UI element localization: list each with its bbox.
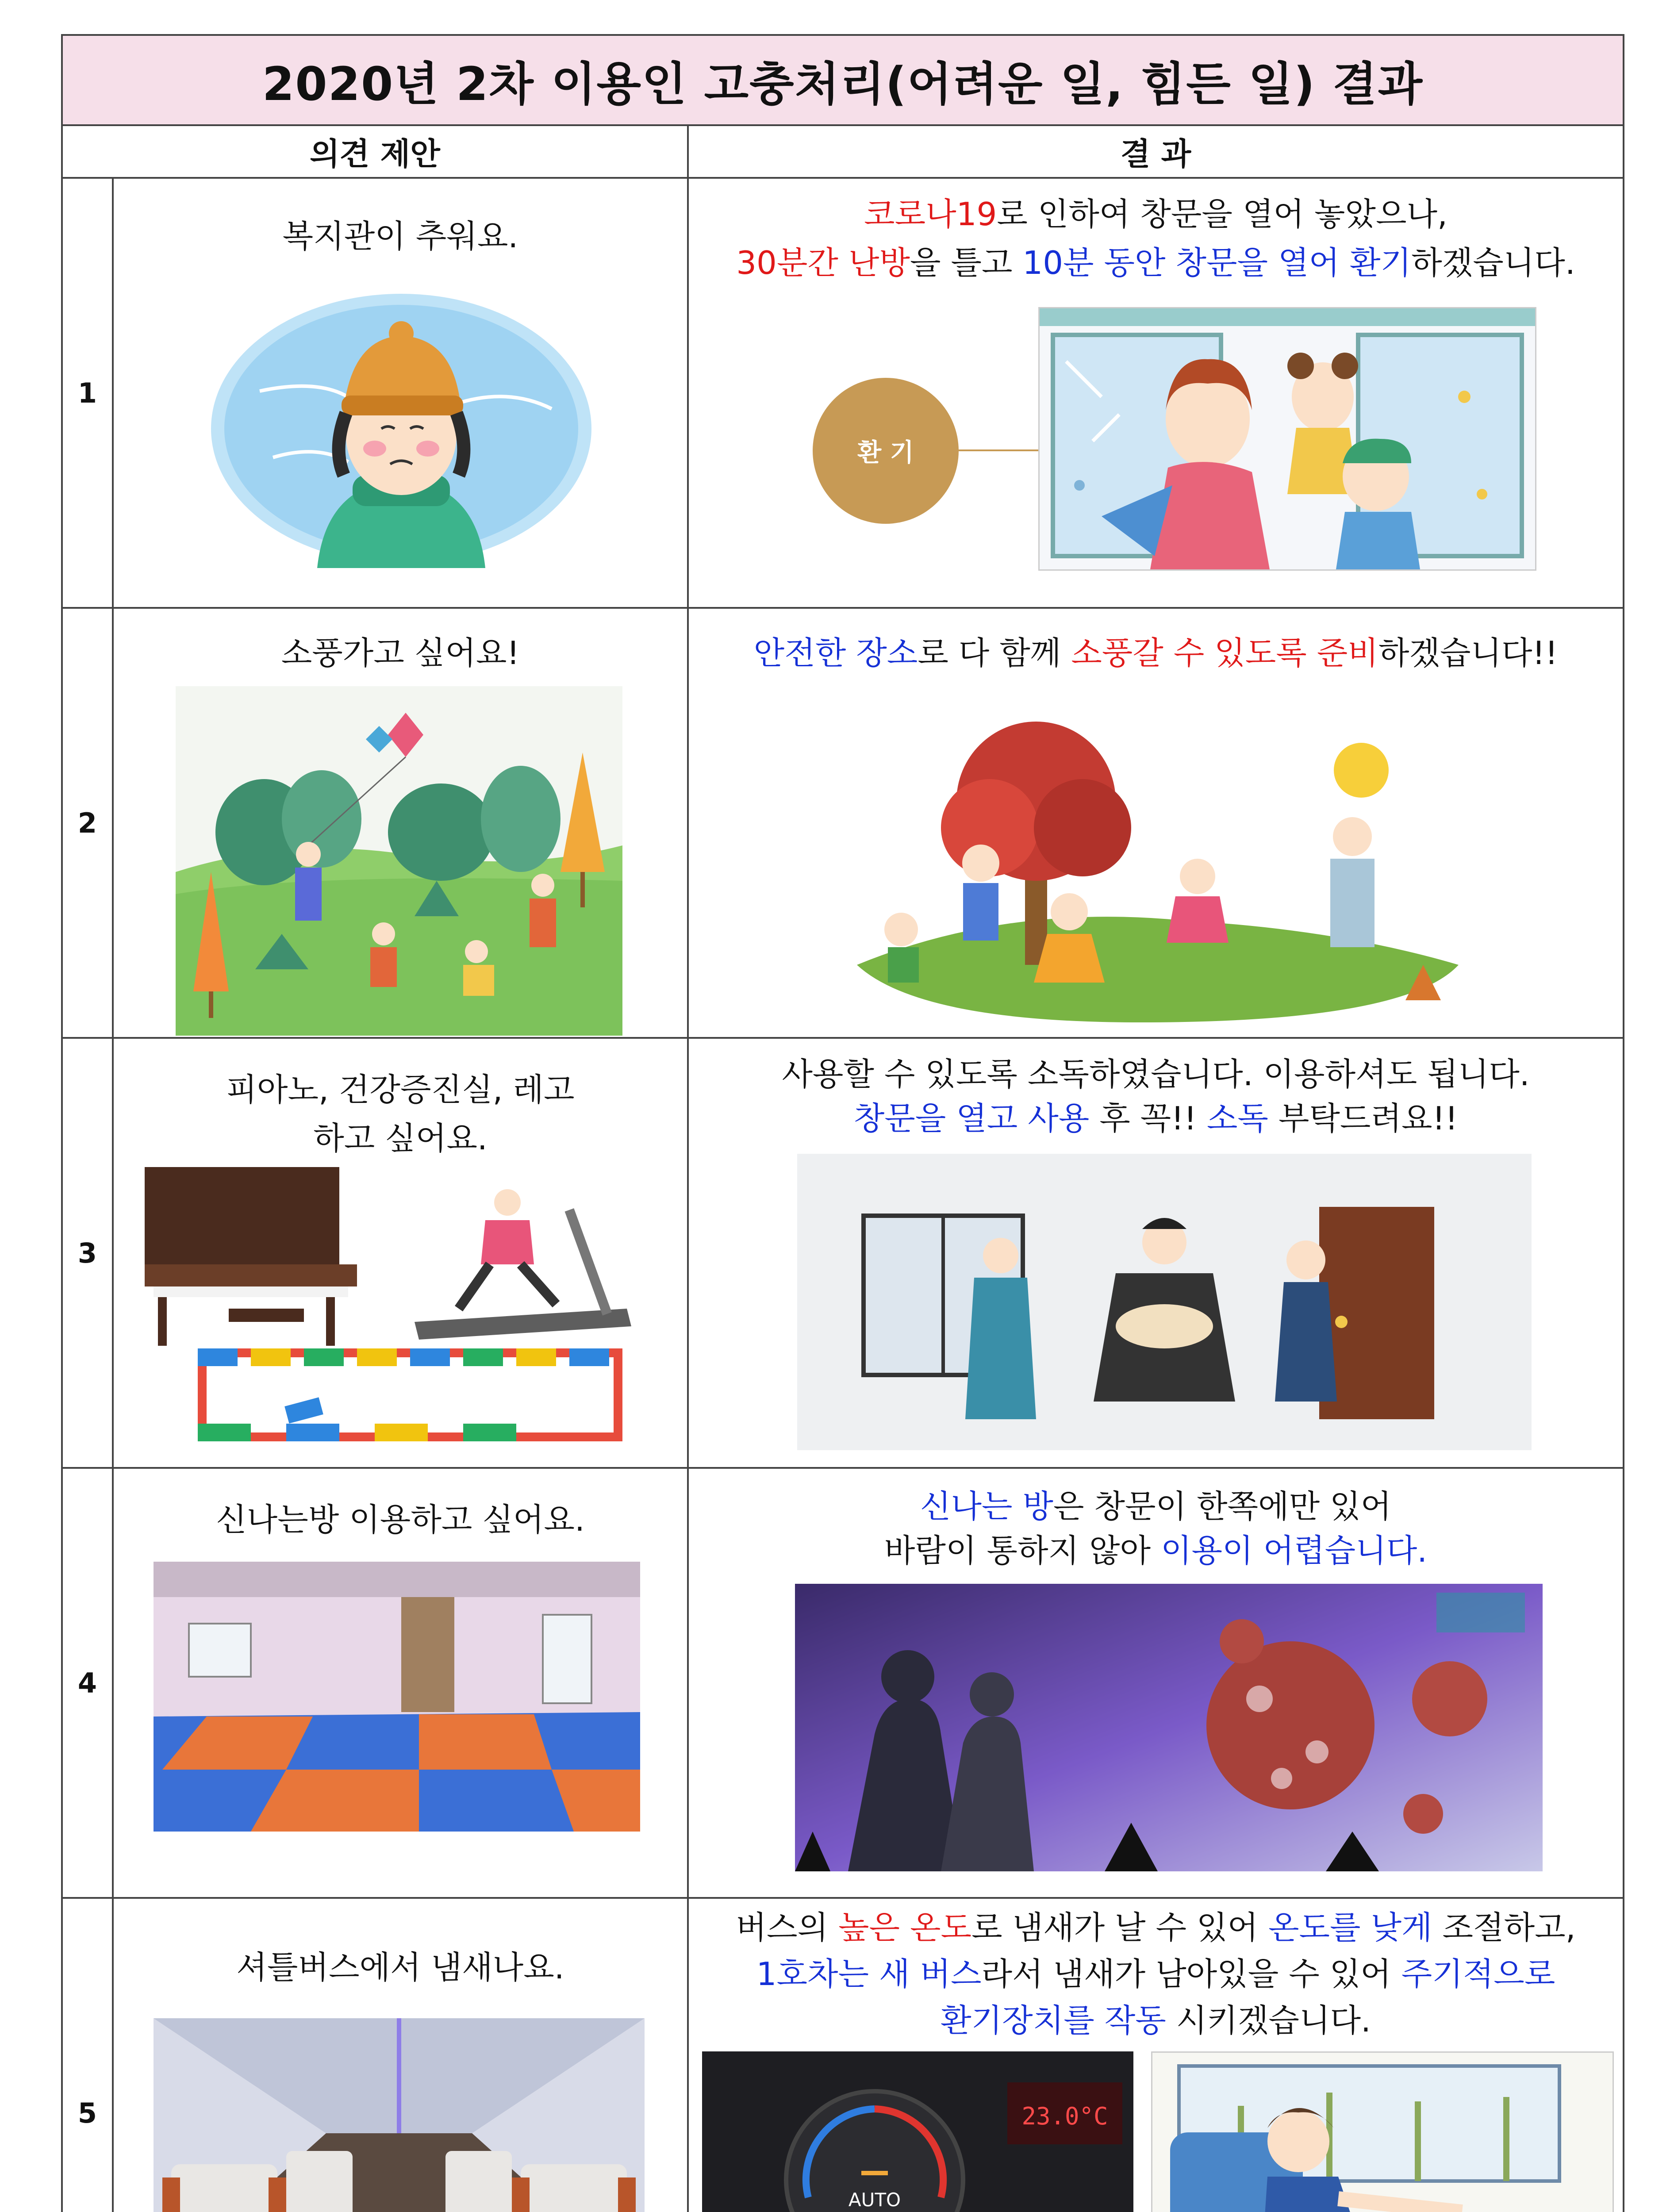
result-text-segment: 소독 [1206,1100,1268,1137]
row-number: 2 [62,608,113,1038]
picnic-park-illustration [176,686,622,1036]
table-row [62,608,1624,1038]
table-row [62,1898,1624,2212]
suggestion-cell [113,608,688,1038]
result-cell [688,1468,1624,1898]
virus-karaoke-illustration [795,1584,1543,1871]
result-text-segment: 주기적으로 [1401,1955,1555,1993]
result-line [689,1950,1623,1998]
result-text-segment: 부탁드려요!! [1268,1100,1458,1137]
suggestion-cell [113,178,688,608]
result-text-segment: 로 냄새가 날 수 있어 [971,1909,1268,1946]
suggestion-text: 신나는방 이용하고 싶어요. [216,1501,585,1538]
table-row [62,1038,1624,1468]
result-line [689,1903,1623,1952]
auto-temperature-dial-photo [702,2051,1133,2212]
result-text-segment: 버스의 [736,1909,838,1946]
result-text-segment: 하겠습니다. [1411,244,1575,281]
table-row [62,1468,1624,1898]
result-line [689,629,1623,677]
result-text-segment: 시키겠습니다. [1166,2002,1371,2039]
result-text-segment: 조절하고, [1432,1909,1576,1946]
complaint-result-table [61,34,1624,2212]
badge-connector [959,449,1038,451]
result-line [689,1482,1623,1531]
cold-person-illustration [207,289,596,568]
row-number: 1 [62,178,113,608]
result-text-segment: 안전한 장소 [753,634,918,672]
result-text-segment: 사용할 수 있도록 소독하였습니다. 이용하셔도 됩니다. [782,1056,1530,1093]
picnic-children-illustration [830,717,1481,1027]
fun-room-photo [154,1562,640,1832]
header-result: 결 과 [688,125,1624,178]
suggestion-cell [113,1038,688,1468]
dial-mode-text: AUTO [848,2189,901,2211]
result-text-segment: 창문을 열고 사용 [853,1100,1090,1137]
suggestion-text: 피아노, 건강증진실, 레고 [226,1071,575,1108]
result-text-segment: 신나는 방 [920,1488,1053,1525]
result-text-segment: 30분간 난방 [736,244,910,281]
result-text-segment: 바람이 통하지 않아 [884,1532,1161,1569]
result-text-segment: 온도를 낮게 [1268,1909,1432,1946]
badge-text: 환 기 [857,438,914,467]
dial-display-text: 23.0°C [1021,2102,1108,2130]
result-line [689,238,1623,287]
result-text-segment: 라서 냄새가 남아있을 수 있어 [981,1955,1401,1993]
bus-interior-photo [154,2018,645,2212]
result-cell [688,1898,1624,2212]
ventilation-badge [813,378,959,524]
result-line [689,190,1623,238]
result-text-segment: 1호차는 새 버스 [756,1955,982,1993]
result-cell [688,178,1624,608]
result-text-segment: 후 꼭!! [1089,1100,1207,1137]
row-number: 3 [62,1038,113,1468]
result-line [689,1996,1623,2045]
result-cell [688,1038,1624,1468]
table-row [62,178,1624,608]
result-text-segment: 코로나19 [864,196,997,233]
suggestion-cell [113,1898,688,2212]
result-text-segment: 환기장치를 작동 [941,2002,1166,2039]
header-suggestion: 의견 제안 [62,125,688,178]
row-number: 4 [62,1468,113,1898]
result-text-segment: 은 창문이 한쪽에만 있어 [1053,1488,1392,1525]
result-text-segment: 을 틀고 [910,244,1023,281]
suggestion-text: 복지관이 추워요. [282,218,518,255]
disinfection-illustration [797,1154,1532,1450]
bus-passenger-illustration [1151,2051,1614,2212]
result-line [689,1094,1623,1143]
row-number: 5 [62,1898,113,2212]
suggestion-text: 셔틀버스에서 냄새나요. [236,1949,564,1986]
result-text-segment: 소풍갈 수 있도록 준비 [1071,634,1378,672]
result-text-segment: 하겠습니다!! [1378,634,1558,672]
piano-treadmill-lego-illustration [140,1163,649,1446]
result-text-segment: 로 다 함께 [918,634,1071,672]
result-line [689,1050,1623,1098]
result-text-segment: 이용이 어렵습니다. [1160,1532,1428,1569]
result-line [689,1526,1623,1575]
suggestion-cell [113,1468,688,1898]
suggestion-text: 하고 싶어요. [313,1120,488,1157]
result-cell [688,608,1624,1038]
window-ventilation-illustration [1038,307,1536,571]
suggestion-text: 소풍가고 싶어요! [281,634,520,672]
result-text-segment: 높은 온도 [838,1909,972,1946]
title-cell [62,35,1624,125]
result-text-segment: 로 인하여 창문을 열어 놓았으나, [997,196,1447,233]
result-text-segment: 10분 동안 창문을 열어 환기 [1022,244,1412,281]
page-title: 2020년 2차 이용인 고충처리(어려운 일, 힘든 일) 결과 [262,57,1424,111]
